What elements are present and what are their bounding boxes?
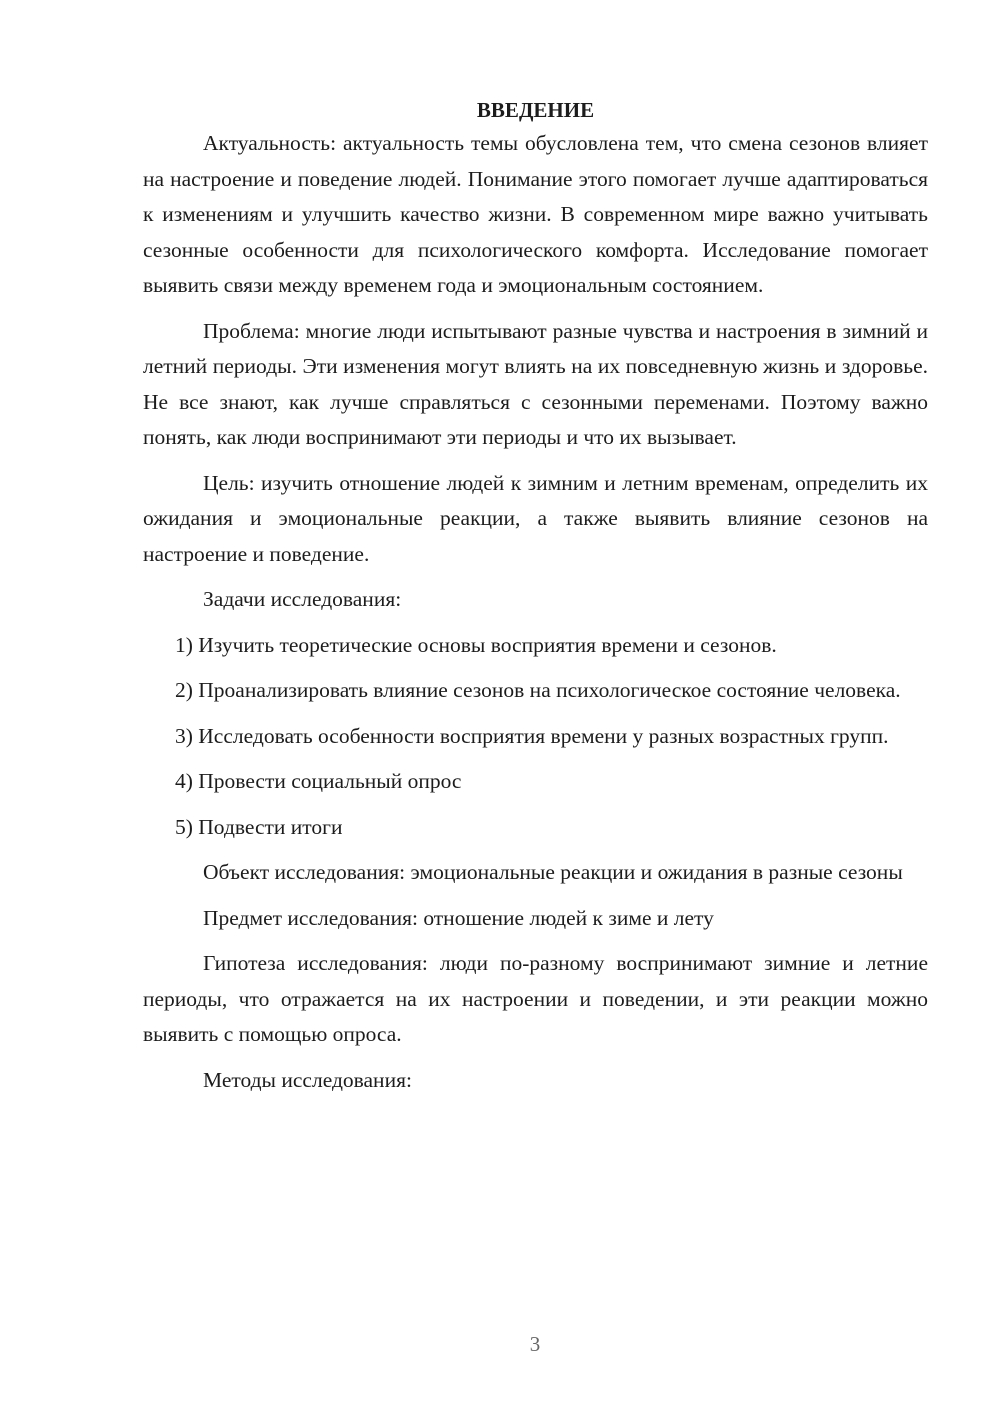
page-number: 3 (529, 1332, 541, 1356)
paragraph-goal: Цель: изучить отношение людей к зимним и летним временам, определить их ожидания и эмоциональные реакции, а также выявить влияние сезонов на настроение и поведение. (143, 470, 928, 566)
paragraph-tasks-title: Задачи исследования: (203, 587, 402, 611)
paragraph-hypothesis: Гипотеза исследования: люди по-разному воспринимают зимние и летние периоды, что отражается на их настроении и поведении, и эти реакции можно выявить с помощью опроса. (143, 951, 928, 1046)
list-item: 4) Провести социальный опрос (175, 769, 462, 793)
paragraph-problem: Проблема: многие люди испытывают разные чувства и настроения в зимний и летний периоды. Эти изменения могут влиять на их повседневную жизнь и здоровье. Не все знают, как лучше справляться с сезонными переменами. Поэтому важно понять, как люди воспринимают эти периоды и что их вызывает. (143, 318, 928, 449)
section-heading: ВВЕДЕНИЕ (476, 98, 595, 122)
list-item: 2) Проанализировать влияние сезонов на психологическое состояние человека. (175, 678, 901, 702)
paragraph-object: Объект исследования: эмоциональные реакции и ожидания в разные сезоны (203, 860, 903, 884)
tasks-list (143, 628, 928, 846)
paragraph-relevance: Актуальность: актуальность темы обусловлена тем, что смена сезонов влияет на настроение и поведение людей. Понимание этого помогает лучше адаптироваться к изменениям и улучшить качество жизни. В современном мире важно учитывать сезонные особенности для психологического комфорта. Исследование помогает выявить связи между временем года и эмоциональным состоянием. (143, 131, 928, 297)
list-item: 1) Изучить теоретические основы восприятия времени и сезонов. (175, 632, 777, 657)
paragraph-methods: Методы исследования: (203, 1067, 412, 1092)
paragraph-subject: Предмет исследования: отношение людей к зиме и лету (203, 905, 714, 930)
list-item: 5) Подвести итоги (175, 814, 343, 839)
document-page (143, 94, 928, 1098)
list-item: 3) Исследовать особенности восприятия времени у разных возрастных групп. (175, 723, 889, 748)
